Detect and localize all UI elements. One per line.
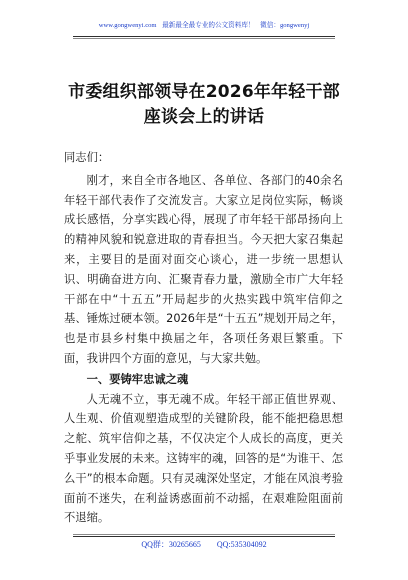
section-paragraph: 人无魂不立，事无魂不成。年轻干部正值世界观、人生观、价值观塑造成型的关键阶段，能不能把稳思想之舵、筑牢信仰之基，不仅决定个人成长的高度，更关乎事业发展的未来。这铸牢的魂，回答的是“为谁干、怎么干”的根本命题。只有灵魂深处坚定，才能在风浪考验面前不迷失，在利益诱惑面前不动摇，在艰难险阻面前不退缩。 bbox=[64, 392, 343, 525]
document-title: 市委组织部领导在2026年年轻干部座谈会上的讲话 bbox=[68, 82, 340, 127]
intro-paragraph: 刚才，来自全市各地区、各单位、各部门的40余名年轻干部代表作了交流发言。大家立足岗位实际，畅谈成长感悟，分享实践心得，展现了市年轻干部昂扬向上的精神风貌和锐意进取的青春担当。今天把大家召集起来，主要目的是面对面交心谈心，进一步统一思想认识、明确奋进方向、汇聚青春力量，激励全市广大年轻干部在中“十五五”开局起步的火热实践中筑牢信仰之基、锤炼过硬本领。2026年是“十五五”规划开局之年，也是市县乡村集中换届之年，各项任务艰巨繁重。下面，我讲四个方面的意见，与大家共勉。 bbox=[64, 173, 343, 365]
page-footer bbox=[73, 537, 335, 553]
header-divider bbox=[73, 36, 335, 37]
footer-qq: QQ:535304092 bbox=[216, 540, 267, 549]
page-header bbox=[73, 18, 335, 34]
header-divider-thin bbox=[73, 38, 335, 39]
header-wechat: 微信：gongwenyj bbox=[260, 22, 310, 29]
greeting: 同志们： bbox=[64, 151, 110, 164]
document-body bbox=[64, 148, 343, 528]
header-slogan: 最新最全最专业的公文资料库！ bbox=[162, 22, 255, 29]
footer-divider-thin bbox=[73, 534, 335, 535]
footer-qq-group: QQ群：30265665 bbox=[141, 540, 201, 549]
header-site-url[interactable]: www.gongwenyi.com bbox=[98, 22, 157, 29]
section-heading: 一、要铸牢忠诚之魂 bbox=[86, 372, 189, 386]
